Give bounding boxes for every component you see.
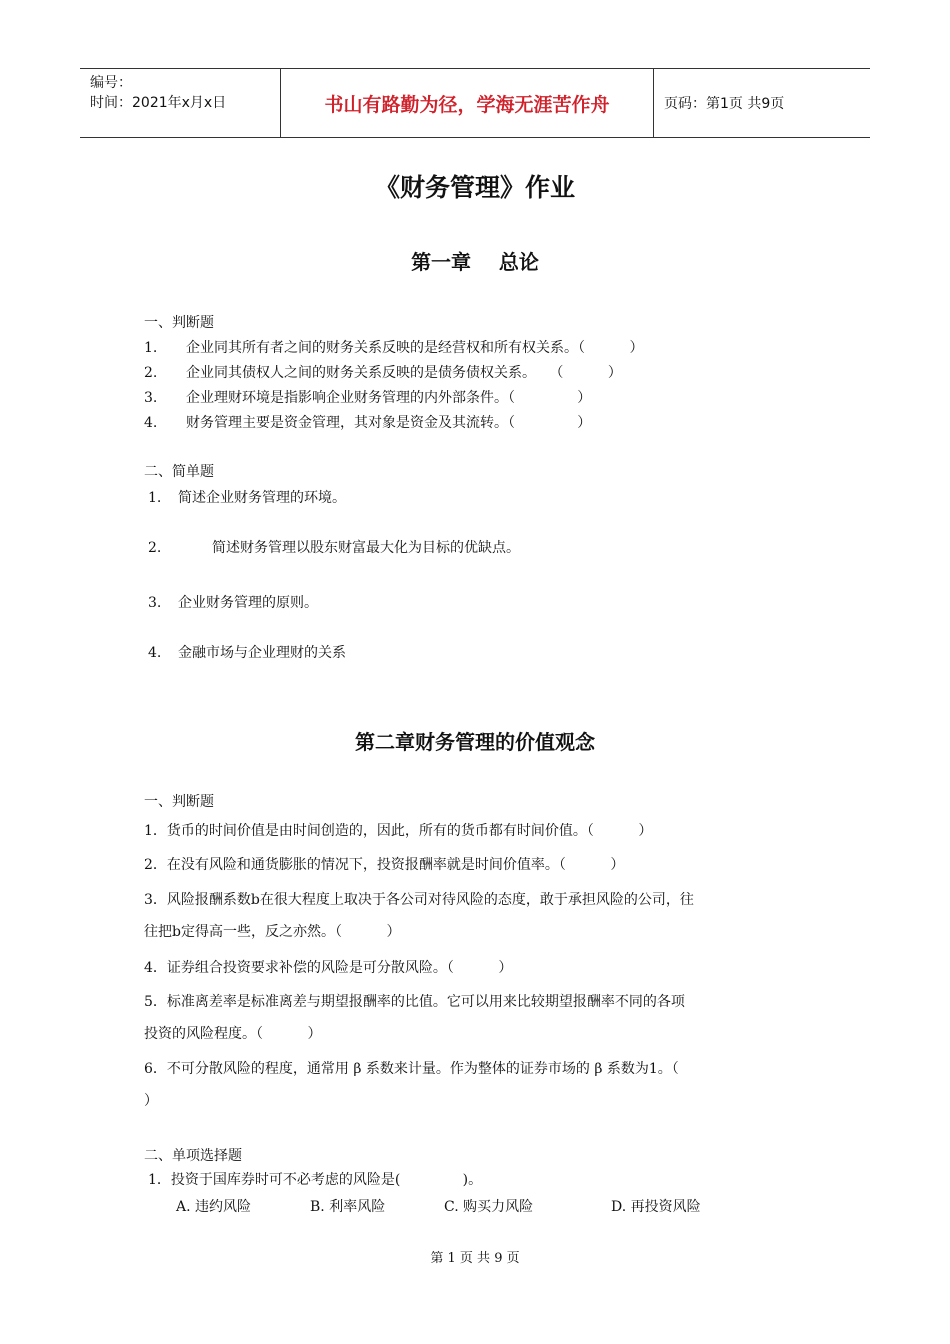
ch2-section2-title: 二、单项选择题 [144, 1148, 242, 1164]
header-left-cell [80, 69, 281, 137]
ch1-tf-item-4: 4. 财务管理主要是资金管理，其对象是资金及其流转。（ ） [144, 415, 592, 431]
mc-option-c: C. 购买力风险 [444, 1199, 534, 1215]
header-table [80, 68, 870, 138]
ch1-tf-item-2: 2. 企业同其债权人之间的财务关系反映的是债务债权关系。 （ ） [144, 365, 622, 381]
ch2-tf-line-2: 2．在没有风险和通货膨胀的情况下，投资报酬率就是时间价值率。（ ） [144, 857, 625, 873]
ch1-section2-title: 二、简单题 [144, 464, 214, 480]
page-footer: 第 1 页 共 9 页 [430, 1251, 520, 1266]
mc-option-a: A. 违约风险 [176, 1199, 252, 1215]
document-title: 《财务管理》作业 [374, 173, 575, 202]
chapter2-title: 第二章财务管理的价值观念 [355, 730, 595, 754]
ch2-tf-line-5: 4．证券组合投资要求补偿的风险是可分散风险。（ ） [144, 960, 513, 976]
ch2-tf-line-4: 往把b定得高一些，反之亦然。（ ） [144, 924, 401, 940]
page-label: 页码：第1页 共9页 [664, 96, 785, 112]
mc-option-d: D. 再投资风险 [611, 1199, 701, 1215]
ch1-short-item-4: 4. 金融市场与企业理财的关系 [148, 645, 346, 661]
ch2-mc-question: 1．投资于国库券时可不必考虑的风险是( )。 [148, 1172, 483, 1188]
time-label: 时间：2021年x月x日 [90, 95, 227, 111]
ch2-tf-line-3: 3．风险报酬系数b在很大程度上取决于各公司对待风险的态度，敢于承担风险的公司，往 [144, 892, 694, 908]
ch2-tf-line-8: 6．不可分散风险的程度，通常用 β 系数来计量。作为整体的证券市场的 β 系数为1。（ [144, 1061, 679, 1077]
ch1-short-item-2: 2. 简述财务管理以股东财富最大化为目标的优缺点。 [148, 540, 520, 556]
ch2-tf-line-9: ） [144, 1093, 158, 1109]
number-label: 编号： [90, 75, 132, 91]
ch1-section1-title: 一、判断题 [144, 315, 214, 331]
ch1-short-item-3: 3. 企业财务管理的原则。 [148, 595, 318, 611]
mc-option-b: B. 利率风险 [310, 1199, 386, 1215]
ch2-tf-line-7: 投资的风险程度。（ ） [144, 1026, 322, 1042]
ch2-section1-title: 一、判断题 [144, 794, 214, 810]
chapter1-title: 第一章 总论 [411, 250, 539, 274]
ch1-short-item-1: 1. 简述企业财务管理的环境。 [148, 490, 346, 506]
ch2-tf-line-6: 5．标准离差率是标准离差与期望报酬率的比值。它可以用来比较期望报酬率不同的各项 [144, 994, 685, 1010]
motto: 书山有路勤为径，学海无涯苦作舟 [281, 69, 654, 137]
ch1-tf-item-3: 3. 企业理财环境是指影响企业财务管理的内外部条件。（ ） [144, 390, 592, 406]
ch1-tf-item-1: 1. 企业同其所有者之间的财务关系反映的是经营权和所有权关系。（ ） [144, 340, 644, 356]
ch2-tf-line-1: 1．货币的时间价值是由时间创造的，因此，所有的货币都有时间价值。（ ） [144, 823, 653, 839]
